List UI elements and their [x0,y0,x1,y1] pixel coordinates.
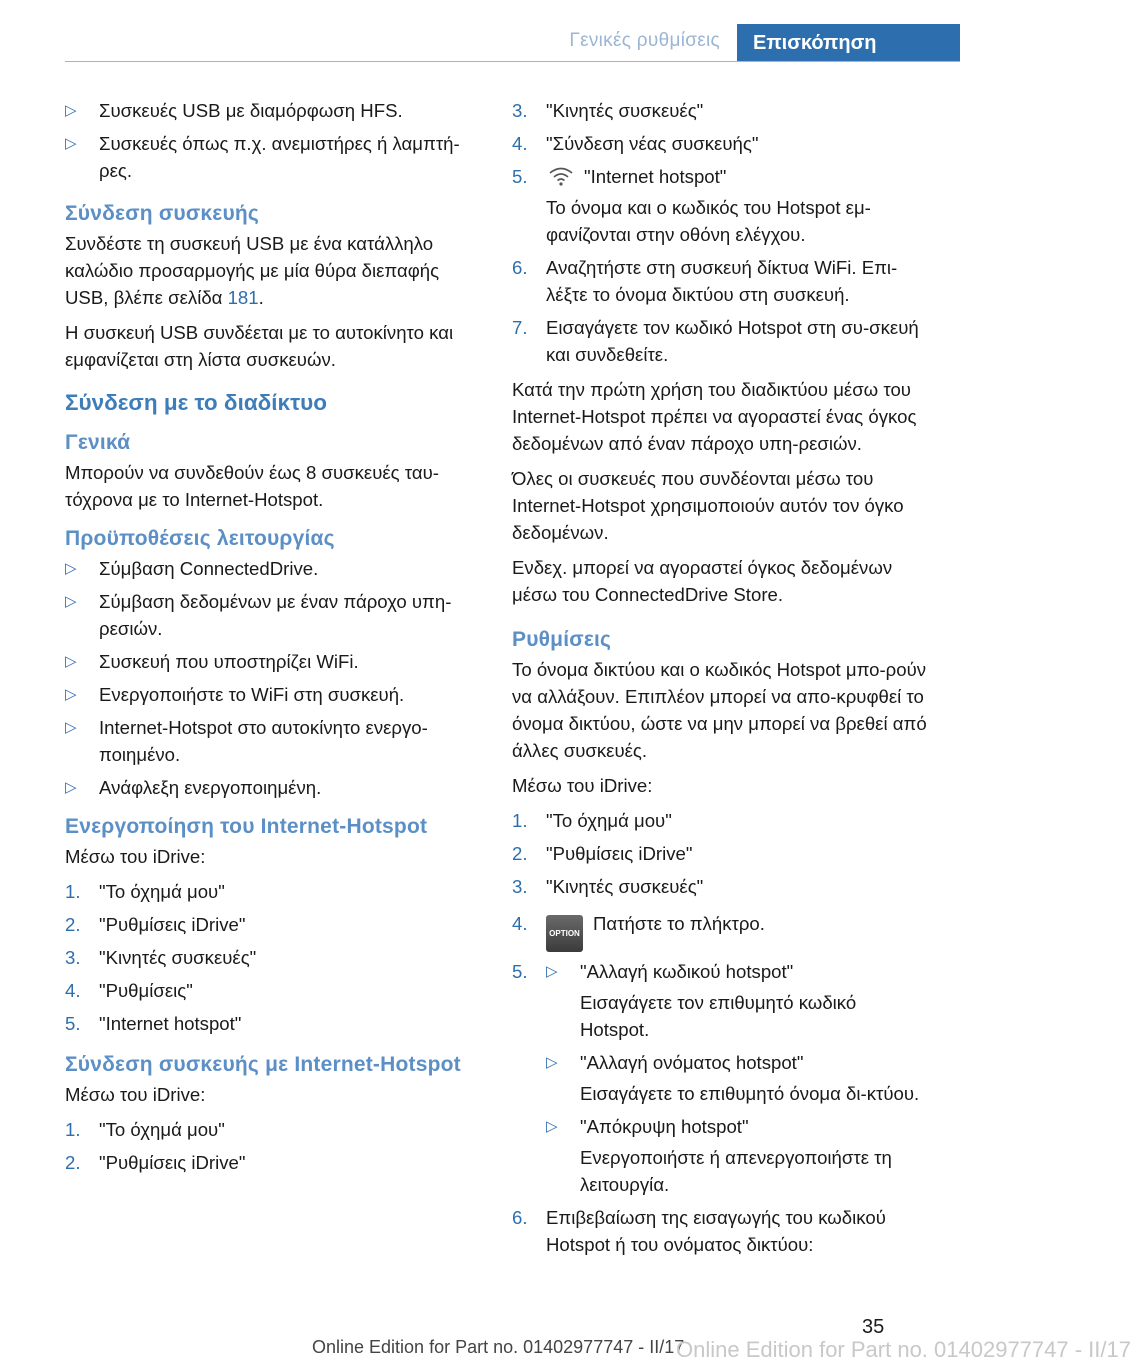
list-item: ▷ Internet-Hotspot στο αυτοκίνητο ενεργο-ποιημένο. [65,714,480,768]
section-title: Γενικές ρυθμίσεις [569,30,720,51]
edition-text: Online Edition for Part no. 01402977747 - II/17 [312,1337,685,1357]
heading-activate-hotspot: Ενεργοποίηση του Internet-Hotspot [65,815,428,838]
activate-steps [65,878,480,1037]
list-item: 4. "Σύνδεση νέας συσκευής" [512,133,759,154]
paragraph: Μέσω του iDrive: [65,1084,206,1105]
list-item: ▷ Συσκευές όπως π.χ. ανεμιστήρες ή λαμπτή-ρες. [65,130,480,184]
heading-connect-device: Σύνδεση συσκευής [65,202,260,225]
list-item: 4. "Ρυθμίσεις" [65,980,193,1001]
list-item: ▷ "Αλλαγή κωδικού hotspot" Εισαγάγετε τον επιθυμητό κωδικό Hotspot. [546,958,930,1043]
list-item: 3. "Κινητές συσκευές" [512,876,704,897]
option-button-icon: OPTION [546,915,583,952]
paragraph: Μέσω του iDrive: [65,846,206,867]
paragraph: Μέσω του iDrive: [512,775,653,796]
triangle-bullet-icon: ▷ [546,963,558,980]
triangle-bullet-icon: ▷ [65,560,77,577]
page-link[interactable]: 181 [227,287,259,308]
page-footer [0,1337,1131,1362]
tab-overview[interactable]: Επισκόπηση [737,24,960,62]
list-item: 2. "Ρυθμίσεις iDrive" [512,843,693,864]
heading-settings: Ρυθμίσεις [512,628,612,651]
list-item: 5. "Internet hotspot" [65,1013,242,1034]
hotspot-options [546,958,930,1198]
list-item: 1. "Το όχημά μου" [65,1119,225,1140]
list-item: ▷ Σύμβαση ConnectedDrive. [65,555,480,582]
list-item: 6. Επιβεβαίωση της εισαγωγής του κωδικού Hotspot ή του ονόματος δικτύου: [512,1207,886,1255]
list-item: 3. "Κινητές συσκευές" [65,947,257,968]
requirements-list [65,555,480,801]
list-item: 3. "Κινητές συσκευές" [512,100,704,121]
list-item: ▷ Συσκευή που υποστηρίζει WiFi. [65,648,480,675]
paragraph: Όλες οι συσκευές που συνδέονται μέσω του Internet-Hotspot χρησιμοποιούν αυτόν τον όγκο δεδομένων. [512,468,904,543]
triangle-bullet-icon: ▷ [546,1118,558,1135]
list-item: 1. "Το όχημά μου" [65,881,225,902]
list-item: ▷ Ανάφλεξη ενεργοποιημένη. [65,774,480,801]
connect-steps [65,1116,480,1176]
paragraph: Το όνομα δικτύου και ο κωδικός Hotspot μπο-ρούν να αλλάξουν. Επιπλέον μπορεί να απο-κρυφθεί το όνομα δικτύου, ώστε να μην μπορεί να βρεθεί από άλλες συσκευές. [512,659,927,761]
heading-general: Γενικά [65,431,131,454]
list-item: ▷ "Αλλαγή ονόματος hotspot" Εισαγάγετε το επιθυμητό όνομα δι-κτύου. [546,1049,930,1107]
list-item: 5. ▷ "Αλλαγή κωδικού hotspot" Εισαγάγετε τον επιθυμητό κωδικό Hotspot. ▷ "Αλλαγή ονόματος hotspot" Εισαγάγετε το επιθυμητό όνομα δι-κτύου. ▷ "Απόκρυψη hotspot" Ενεργοποιήστε ή απενεργοποιήστε τη λειτουργία. [512,958,930,1198]
right-column [512,97,930,1266]
triangle-bullet-icon: ▷ [65,686,77,703]
settings-steps [512,807,930,1258]
list-item: 1. "Το όχημά μου" [512,810,672,831]
list-item: 6. Αναζητήστε στη συσκευή δίκτυα WiFi. Επι-λέξτε το όνομα δικτύου στη συσκευή. [512,257,898,305]
triangle-bullet-icon: ▷ [65,102,77,119]
heading-connect-hotspot: Σύνδεση συσκευής με Internet-Hotspot [65,1053,461,1076]
paragraph: Η συσκευή USB συνδέεται με το αυτοκίνητο και εμφανίζεται στη λίστα συσκευών. [65,322,454,370]
wifi-icon [548,165,574,187]
triangle-bullet-icon: ▷ [65,135,77,152]
page-number: 35 [862,1316,885,1338]
triangle-bullet-icon: ▷ [65,593,77,610]
list-item: ▷ "Απόκρυψη hotspot" Ενεργοποιήστε ή απενεργοποιήστε τη λειτουργία. [546,1113,930,1198]
paragraph: Συνδέστε τη συσκευή USB με ένα κατάλληλο καλώδιο προσαρμογής με μία θύρα διεπαφής USB, βλέπε σελίδα 181. [65,233,440,308]
heading-requirements: Προϋποθέσεις λειτουργίας [65,527,335,550]
list-item: 7. Εισαγάγετε τον κωδικό Hotspot στη συ-σκευή και συνδεθείτε. [512,317,919,365]
triangle-bullet-icon: ▷ [65,779,77,796]
paragraph: Ενδεχ. μπορεί να αγοραστεί όγκος δεδομένων μέσω του ConnectedDrive Store. [512,557,893,605]
watermark: Online Edition for Part no. 01402977747 - II/17 [676,1337,1131,1362]
connect-steps-continued [512,97,930,368]
triangle-bullet-icon: ▷ [546,1054,558,1071]
triangle-bullet-icon: ▷ [65,719,77,736]
page-header [0,0,960,62]
left-column [65,97,480,1184]
list-item: ▷ Συσκευές USB με διαμόρφωση HFS. [65,97,480,124]
list-item: ▷ Σύμβαση δεδομένων με έναν πάροχο υπη-ρεσιών. [65,588,480,642]
list-item: 2. "Ρυθμίσεις iDrive" [65,1152,246,1173]
header-rule [65,61,960,62]
triangle-bullet-icon: ▷ [65,653,77,670]
list-item: 4. OPTION Πατήστε το πλήκτρο. [512,910,930,952]
usb-device-list [65,97,480,184]
list-item: ▷ Ενεργοποιήστε το WiFi στη συσκευή. [65,681,480,708]
list-item: 5. "Internet hotspot" Το όνομα και ο κωδικός του Hotspot εμ-φανίζονται στην οθόνη ελέγχου. [512,166,871,245]
paragraph: Κατά την πρώτη χρήση του διαδικτύου μέσω του Internet-Hotspot πρέπει να αγοραστεί ένας όγκος δεδομένων από έναν πάροχο υπη-ρεσιών. [512,379,917,454]
list-item: 2. "Ρυθμίσεις iDrive" [65,914,246,935]
heading-internet: Σύνδεση με το διαδίκτυο [65,390,327,415]
paragraph: Μπορούν να συνδεθούν έως 8 συσκευές ταυ-τόχρονα με το Internet-Hotspot. [65,462,439,510]
